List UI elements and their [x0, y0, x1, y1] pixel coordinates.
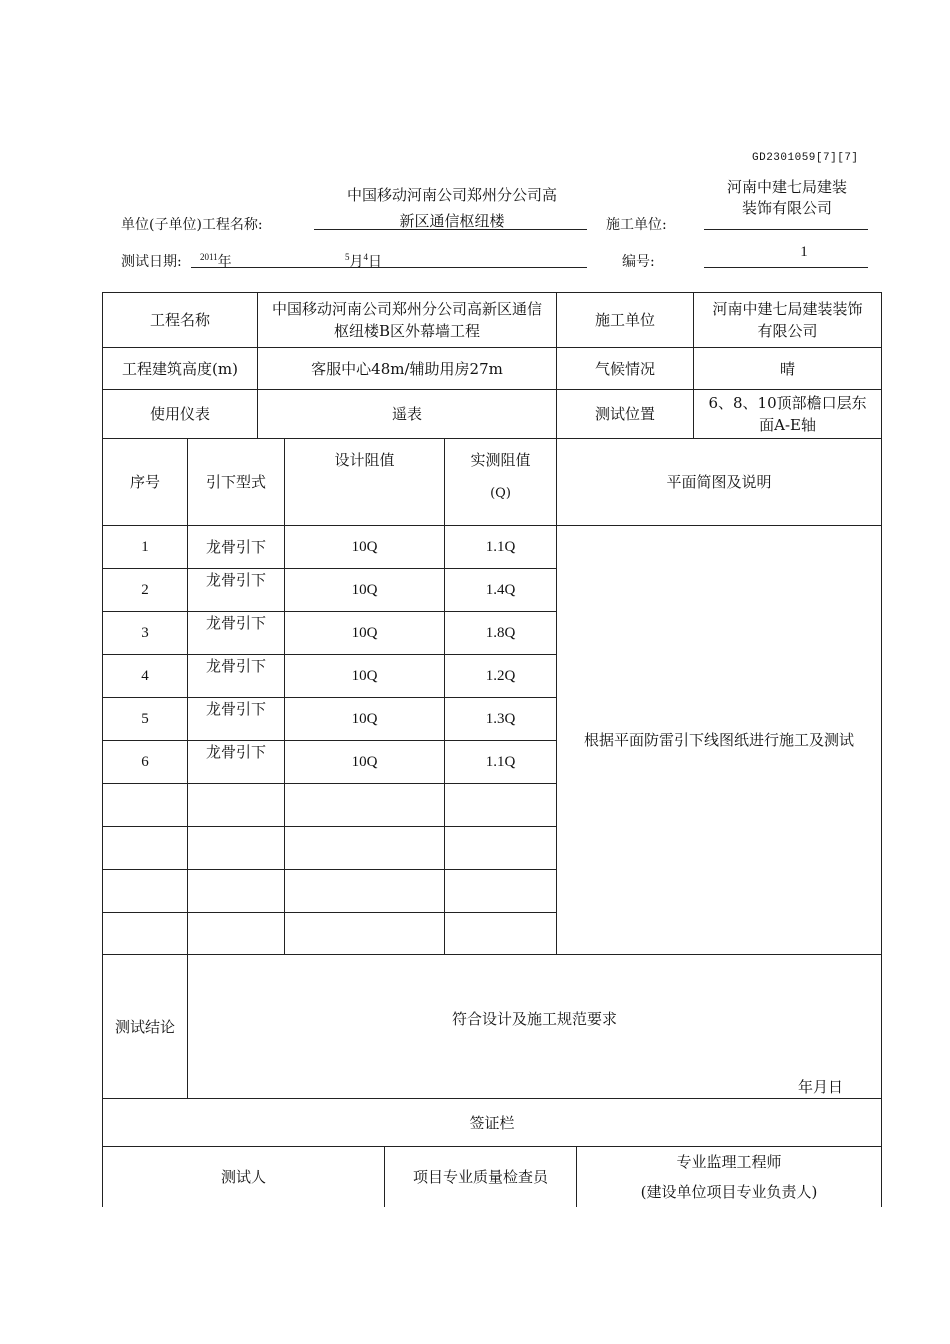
row-design: 10Q — [285, 655, 445, 698]
project-name-cell-line1: 中国移动河南公司郑州分公司高新区通信 — [272, 300, 543, 318]
project-name-cell-line2: 枢纽楼B区外幕墙工程 — [334, 322, 481, 340]
conclusion-text: 符合设计及施工规范要求 — [452, 1009, 618, 1028]
row-seq: 5 — [103, 698, 188, 741]
building-height-cell: 客服中心48m/辅助用房27m — [258, 348, 557, 390]
project-name-label: 单位(子单位)工程名称: — [121, 217, 263, 233]
row-design: 10Q — [285, 569, 445, 612]
year-unit: 年 — [217, 254, 232, 270]
signature-inspector: 项目专业质量检查员 — [385, 1147, 577, 1208]
project-name-line1: 中国移动河南公司郑州分公司高 — [346, 186, 557, 204]
row-measured: 1.8Q — [445, 612, 557, 655]
row-seq: 2 — [103, 569, 188, 612]
type-column-header: 引下型式 — [188, 439, 285, 526]
test-position-line2: 面A-E轴 — [759, 416, 816, 434]
contractor-underline — [704, 229, 868, 230]
row-design: 10Q — [285, 698, 445, 741]
row-type: 龙骨引下 — [188, 569, 285, 612]
test-date-label: 测试日期: — [121, 254, 182, 270]
weather-cell: 晴 — [694, 348, 882, 390]
contractor-cell — [694, 293, 882, 348]
number-label: 编号: — [622, 254, 655, 270]
info-row-project — [103, 293, 882, 348]
row-type: 龙骨引下 — [188, 655, 285, 698]
contractor-line1: 河南中建七局建装 — [726, 178, 847, 196]
row-design: 10Q — [285, 741, 445, 784]
project-name-line2: 新区通信枢纽楼 — [399, 212, 505, 230]
plan-column-header: 平面简图及说明 — [557, 439, 882, 526]
test-date-year — [200, 251, 232, 271]
weather-header: 气候情况 — [557, 348, 694, 390]
info-row-instrument — [103, 390, 882, 439]
document-code: GD2301059[7][7] — [752, 152, 859, 164]
signature-title-row — [103, 1099, 882, 1147]
signature-title: 签证栏 — [103, 1099, 882, 1147]
info-row-height — [103, 348, 882, 390]
instrument-cell: 遥表 — [258, 390, 557, 439]
measured-header-line1: 实测阻值 — [470, 451, 531, 469]
month-value: 5 — [345, 252, 350, 262]
signature-tester: 测试人 — [103, 1147, 385, 1208]
instrument-header: 使用仪表 — [103, 390, 258, 439]
contractor-line2: 装饰有限公司 — [741, 199, 832, 217]
signature-supervisor — [577, 1147, 882, 1208]
row-seq: 3 — [103, 612, 188, 655]
signature-supervisor-line2: (建设单位项目专业负责人) — [640, 1183, 818, 1201]
project-name-cell — [258, 293, 557, 348]
row-type: 龙骨引下 — [188, 526, 285, 569]
row-type: 龙骨引下 — [188, 741, 285, 784]
month-unit: 月 — [349, 254, 364, 270]
row-seq: 1 — [103, 526, 188, 569]
row-measured: 1.2Q — [445, 655, 557, 698]
conclusion-row — [103, 955, 882, 1099]
test-date-underline — [191, 267, 587, 268]
test-position-cell — [694, 390, 882, 439]
row-measured: 1.1Q — [445, 526, 557, 569]
row-type: 龙骨引下 — [188, 612, 285, 655]
test-date-month-day — [345, 251, 382, 271]
row-type: 龙骨引下 — [188, 698, 285, 741]
project-name-header: 工程名称 — [103, 293, 258, 348]
seq-column-header: 序号 — [103, 439, 188, 526]
conclusion-label: 测试结论 — [103, 955, 188, 1099]
column-header-row — [103, 439, 882, 526]
measured-column-header — [445, 439, 557, 526]
signature-supervisor-line1: 专业监理工程师 — [676, 1153, 782, 1171]
number-underline — [704, 267, 868, 268]
project-name-underline — [314, 229, 587, 230]
row-seq: 6 — [103, 741, 188, 784]
row-measured: 1.3Q — [445, 698, 557, 741]
test-position-header: 测试位置 — [557, 390, 694, 439]
row-seq: 4 — [103, 655, 188, 698]
conclusion-cell — [188, 955, 882, 1099]
contractor-header: 施工单位 — [557, 293, 694, 348]
conclusion-date: 年月日 — [798, 1077, 844, 1096]
building-height-header: 工程建筑高度(m) — [103, 348, 258, 390]
contractor-cell-line2: 有限公司 — [757, 322, 818, 340]
table-row — [103, 526, 882, 569]
day-unit: 日 — [368, 254, 382, 270]
contractor-cell-line1: 河南中建七局建装装饰 — [712, 300, 863, 318]
day-value: 4 — [363, 252, 368, 262]
year-value: 2011 — [200, 252, 218, 262]
test-record-table — [102, 292, 882, 1207]
row-design: 10Q — [285, 526, 445, 569]
row-design: 10Q — [285, 612, 445, 655]
number-value: 1 — [800, 244, 808, 260]
row-measured: 1.4Q — [445, 569, 557, 612]
plan-note-cell: 根据平面防雷引下线图纸进行施工及测试 — [557, 526, 882, 955]
measured-header-line2: (Q) — [490, 486, 511, 501]
row-measured: 1.1Q — [445, 741, 557, 784]
design-column-header: 设计阻值 — [285, 439, 445, 526]
contractor-label: 施工单位: — [606, 217, 667, 233]
signature-row — [103, 1147, 882, 1208]
test-position-line1: 6、8、10顶部檐口层东 — [708, 394, 867, 412]
